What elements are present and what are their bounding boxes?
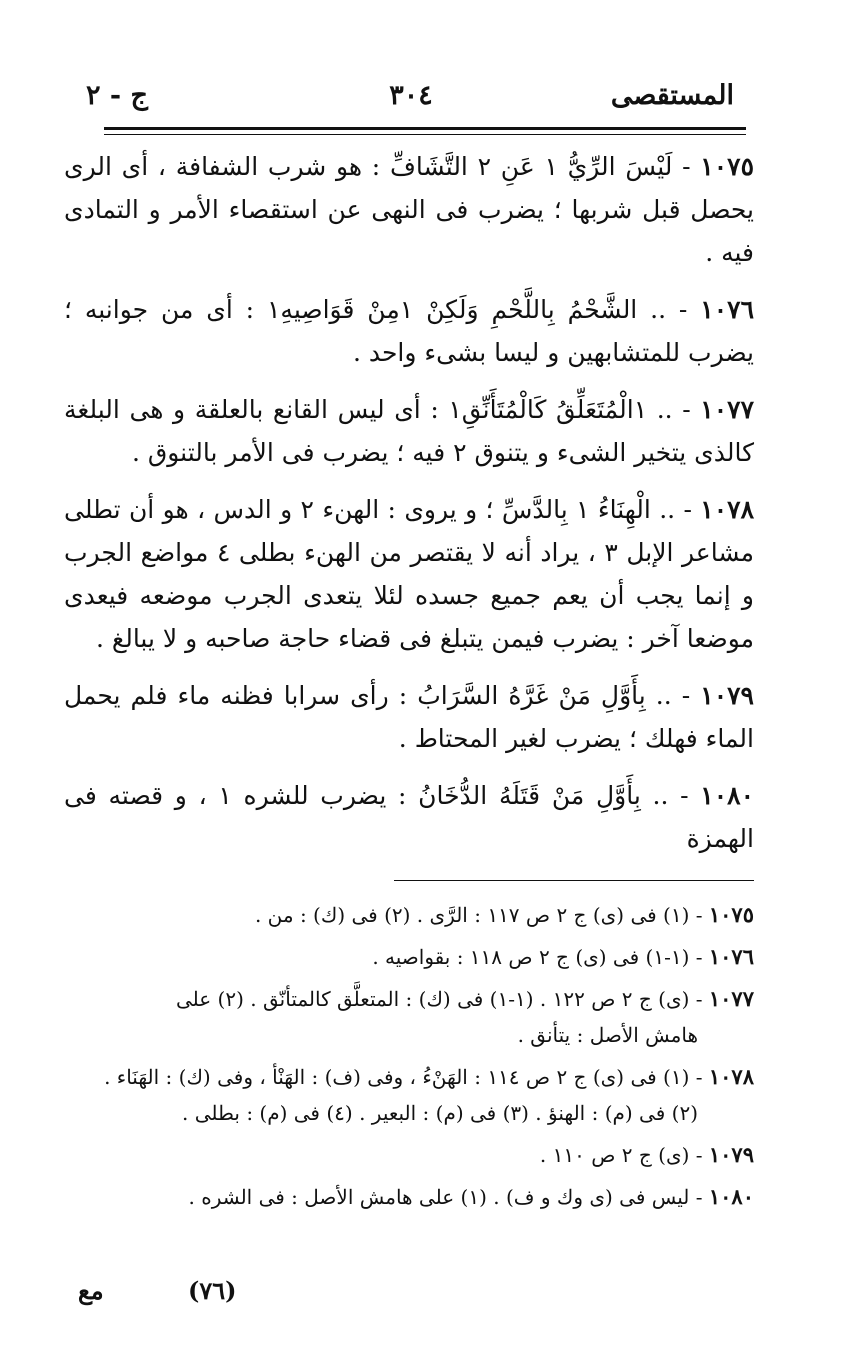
entry-1080	[64, 774, 754, 860]
footnote-1076	[64, 939, 754, 975]
footnote-number: ١٠٧٦	[708, 944, 754, 969]
footnote-text: - (ى) ج ٢ ص ١٢٢ . (١-١) فى (ك) : المتعلَّق كالمتأنّق . (٢) على	[175, 987, 703, 1011]
main-text	[64, 145, 754, 874]
entry-text: - .. بِأَوَّلِ مَنْ غَرَّهُ السَّرَابُ : رأى سرابا فظنه ماء فلم يحمل الماء فهلك ؛ يضرب لغير المحتاط .	[64, 681, 754, 753]
entry-text: - .. الْهِنَاءُ ١ بِالدَّسِّ ؛ و يروى : الهنء ٢ و الدس ، هو أن تطلى مشاعر الإبل ٣ ، يراد أنه لا يقتصر من الهنء بطلى ٤ مواضع الجرب و إنما يجب أن يعم جميع جسده لئلا يتعدى الجرب موضعه فيعدى موضعا آخر : يضرب فيمن يتبلغ فى قضاء حاجة صاحبه و لا يبالغ .	[64, 495, 755, 653]
entry-text: - .. بِأَوَّلِ مَنْ قَتَلَهُ الدُّخَانُ : يضرب للشره ١ ، و قصته فى الهمزة	[64, 781, 754, 853]
sheet-number: (٧٦)	[188, 1276, 237, 1305]
footnote-separator	[394, 880, 754, 881]
volume-label: ج - ٢	[86, 80, 148, 111]
footnote-number: ١٠٧٧	[708, 986, 754, 1011]
footnote-number: ١٠٧٩	[708, 1142, 754, 1167]
page-header	[78, 72, 744, 122]
page-footer	[0, 1276, 849, 1316]
entry-text: - .. الشَّحْمُ بِاللَّحْمِ وَلَكِنْ ١مِنْ قَوَاصِيهِ١ : أى من جوانبه ؛ يضرب للمتشابهين و ليسا بشىء واحد .	[64, 295, 754, 367]
entry-text: - لَيْسَ الرِّيُّ ١ عَنِ ٢ التَّشَافِّ : هو شرب الشفافة ، أى الرى يحصل قبل شربها ؛ يضرب فى النهى عن استقصاء الأمر و التمادى فيه .	[64, 152, 754, 267]
entry-text: - .. ١الْمُتَعَلِّقُ كَالْمُتَأَنِّقِ١ : أى ليس القانع بالعلقة و هى البلغة كالذى يتخير الشىء و يتنوق ٢ فيه ؛ يضرب فى الأمر بالتنوق .	[64, 395, 754, 467]
footnote-number: ١٠٧٥	[708, 902, 754, 927]
footnote-text: - ليس فى (ى وك و ف) . (١) على هامش الأصل : فى الشره .	[188, 1185, 703, 1209]
footnote-text: - (١) فى (ى) ج ٢ ص ١١٤ : الهَنْءُ ، وفى (ف) : الهَنْأ ، وفى (ك) : الهَنَاء .	[104, 1065, 703, 1089]
header-rule-thick	[104, 127, 746, 130]
footnote-text: - (ى) ج ٢ ص ١١٠ .	[539, 1143, 703, 1167]
footnote-number: ١٠٧٨	[708, 1064, 754, 1089]
footnote-text: - (١-١) فى (ى) ج ٢ ص ١١٨ : بقواصيه .	[372, 945, 703, 969]
entry-number: ١٠٨٠	[700, 781, 754, 810]
footnote-text: - (١) فى (ى) ج ٢ ص ١١٧ : الرَّى . (٢) فى (ك) : من .	[254, 903, 703, 927]
book-title: المستقصى	[610, 80, 734, 111]
footnote-1075	[64, 897, 754, 933]
footnote-1077	[64, 981, 754, 1053]
entry-1079	[64, 674, 754, 760]
footnote-1080	[64, 1179, 754, 1215]
footnote-1078	[64, 1059, 754, 1131]
entry-number: ١٠٧٥	[700, 152, 755, 181]
entry-1078	[64, 488, 754, 660]
printer-signature: مع	[78, 1276, 104, 1305]
entry-number: ١٠٧٨	[700, 495, 755, 524]
footnote-text-continued: هامش الأصل : يتأنق .	[517, 1023, 698, 1047]
page-number: ٣٠٤	[389, 80, 433, 111]
entry-1076	[64, 288, 754, 374]
entry-1077	[64, 388, 754, 474]
footnote-text-continued: (٢) فى (م) : الهنؤ . (٣) فى (م) : البعير . (٤) فى (م) : بطلى .	[181, 1101, 698, 1125]
entry-number: ١٠٧٧	[700, 395, 755, 424]
entry-1075	[64, 145, 754, 274]
header-rule-thin	[104, 134, 746, 135]
footnote-1079	[64, 1137, 754, 1173]
footnotes	[64, 897, 754, 1221]
entry-number: ١٠٧٦	[700, 295, 755, 324]
footnote-number: ١٠٨٠	[708, 1184, 754, 1209]
entry-number: ١٠٧٩	[700, 681, 754, 710]
